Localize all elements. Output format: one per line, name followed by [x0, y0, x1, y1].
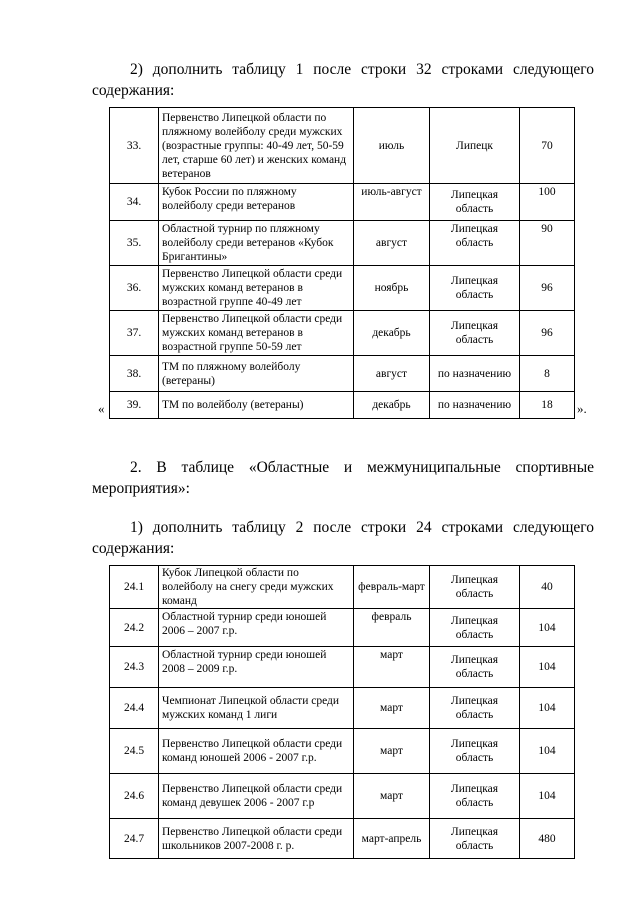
event-date: декабрь	[354, 311, 430, 356]
event-name: Областной турнир среди юношей 2008 – 2009 г.р.	[159, 647, 354, 688]
event-date: декабрь	[354, 392, 430, 419]
row-number: 33.	[110, 108, 159, 184]
table-row	[110, 356, 575, 392]
close-quote: ».	[577, 401, 587, 416]
event-place: Липецкая область	[430, 221, 520, 266]
participant-count: 8	[520, 356, 575, 392]
event-name: Первенство Липецкой области среди команд юношей 2006 - 2007 г.р.	[159, 729, 354, 774]
participant-count: 96	[520, 311, 575, 356]
table-row	[110, 688, 575, 729]
row-number: 38.	[110, 356, 159, 392]
participant-count: 70	[520, 108, 575, 184]
event-date: август	[354, 221, 430, 266]
event-name: ТМ по пляжному волейболу (ветераны)	[159, 356, 354, 392]
event-name: Первенство Липецкой области среди школьников 2007-2008 г. р.	[159, 819, 354, 859]
table-row	[110, 566, 575, 609]
row-number: 24.6	[110, 774, 159, 819]
event-place: Липецкая область	[430, 566, 520, 609]
participant-count: 100	[520, 184, 575, 221]
event-name: Областной турнир среди юношей 2006 – 2007 г.р.	[159, 609, 354, 647]
table-row	[110, 392, 575, 419]
participant-count: 104	[520, 774, 575, 819]
event-place: по назначению	[430, 392, 520, 419]
event-date: март	[354, 647, 430, 688]
event-place: Липецкая область	[430, 774, 520, 819]
row-number: 35.	[110, 221, 159, 266]
row-number: 24.2	[110, 609, 159, 647]
event-name: Первенство Липецкой области среди команд девушек 2006 - 2007 г.р	[159, 774, 354, 819]
event-date: февраль-март	[354, 566, 430, 609]
paragraph-line: 2) дополнить таблицу 1 после строки 32 строками следующего	[130, 61, 594, 78]
row-number: 37.	[110, 311, 159, 356]
paragraph-line: содержания:	[92, 82, 175, 99]
table-row	[110, 108, 575, 184]
open-quote: «	[98, 401, 105, 416]
event-place: Липецкая область	[430, 609, 520, 647]
table-row	[110, 729, 575, 774]
event-place: Липецкая область	[430, 184, 520, 221]
participant-count: 90	[520, 221, 575, 266]
event-name: ТМ по волейболу (ветераны)	[159, 392, 354, 419]
row-number: 24.3	[110, 647, 159, 688]
participant-count: 18	[520, 392, 575, 419]
table-2	[109, 565, 575, 859]
paragraph-line: 2. В таблице «Областные и межмуниципальные спортивные	[130, 459, 594, 476]
table-row	[110, 609, 575, 647]
row-number: 24.7	[110, 819, 159, 859]
event-date: март	[354, 729, 430, 774]
event-name: Кубок России по пляжному волейболу среди ветеранов	[159, 184, 354, 221]
table-row	[110, 311, 575, 356]
table-row	[110, 184, 575, 221]
event-name: Первенство Липецкой области по пляжному волейболу среди мужских (возрастные группы: 40-49 лет, 50-59 лет, старше 60 лет) и женских команд ветеранов	[159, 108, 354, 184]
event-name: Чемпионат Липецкой области среди мужских команд 1 лиги	[159, 688, 354, 729]
paragraph-line: мероприятия»:	[92, 480, 190, 497]
row-number: 39.	[110, 392, 159, 419]
participant-count: 40	[520, 566, 575, 609]
row-number: 24.1	[110, 566, 159, 609]
event-place: Липецк	[430, 108, 520, 184]
table-row	[110, 221, 575, 266]
event-place: Липецкая область	[430, 688, 520, 729]
paragraph-line: 1) дополнить таблицу 2 после строки 24 строками следующего	[130, 519, 594, 536]
table-row	[110, 266, 575, 311]
row-number: 24.4	[110, 688, 159, 729]
table-1	[109, 107, 575, 419]
row-number: 24.5	[110, 729, 159, 774]
table-row	[110, 774, 575, 819]
event-name: Первенство Липецкой области среди мужских команд ветеранов в возрастной группе 40-49 лет	[159, 266, 354, 311]
event-date: июль	[354, 108, 430, 184]
table-row	[110, 647, 575, 688]
participant-count: 96	[520, 266, 575, 311]
participant-count: 104	[520, 688, 575, 729]
event-date: март-апрель	[354, 819, 430, 859]
event-place: Липецкая область	[430, 311, 520, 356]
event-place: Липецкая область	[430, 729, 520, 774]
event-name: Областной турнир по пляжному волейболу среди ветеранов «Кубок Бригантины»	[159, 221, 354, 266]
participant-count: 480	[520, 819, 575, 859]
event-place: Липецкая область	[430, 266, 520, 311]
amendment-paragraph-3	[92, 517, 594, 559]
participant-count: 104	[520, 609, 575, 647]
participant-count: 104	[520, 647, 575, 688]
event-place: Липецкая область	[430, 819, 520, 859]
participant-count: 104	[520, 729, 575, 774]
event-date: август	[354, 356, 430, 392]
amendment-paragraph-2	[92, 457, 594, 499]
row-number: 34.	[110, 184, 159, 221]
event-date: ноябрь	[354, 266, 430, 311]
event-name: Первенство Липецкой области среди мужских команд ветеранов в возрастной группе 50-59 лет	[159, 311, 354, 356]
event-date: февраль	[354, 609, 430, 647]
event-date: март	[354, 774, 430, 819]
row-number: 36.	[110, 266, 159, 311]
event-date: март	[354, 688, 430, 729]
table-row	[110, 819, 575, 859]
event-place: по назначению	[430, 356, 520, 392]
event-place: Липецкая область	[430, 647, 520, 688]
event-name: Кубок Липецкой области по волейболу на снегу среди мужских команд	[159, 566, 354, 609]
event-date: июль-август	[354, 184, 430, 221]
amendment-paragraph-1	[92, 59, 594, 101]
paragraph-line: содержания:	[92, 540, 175, 557]
